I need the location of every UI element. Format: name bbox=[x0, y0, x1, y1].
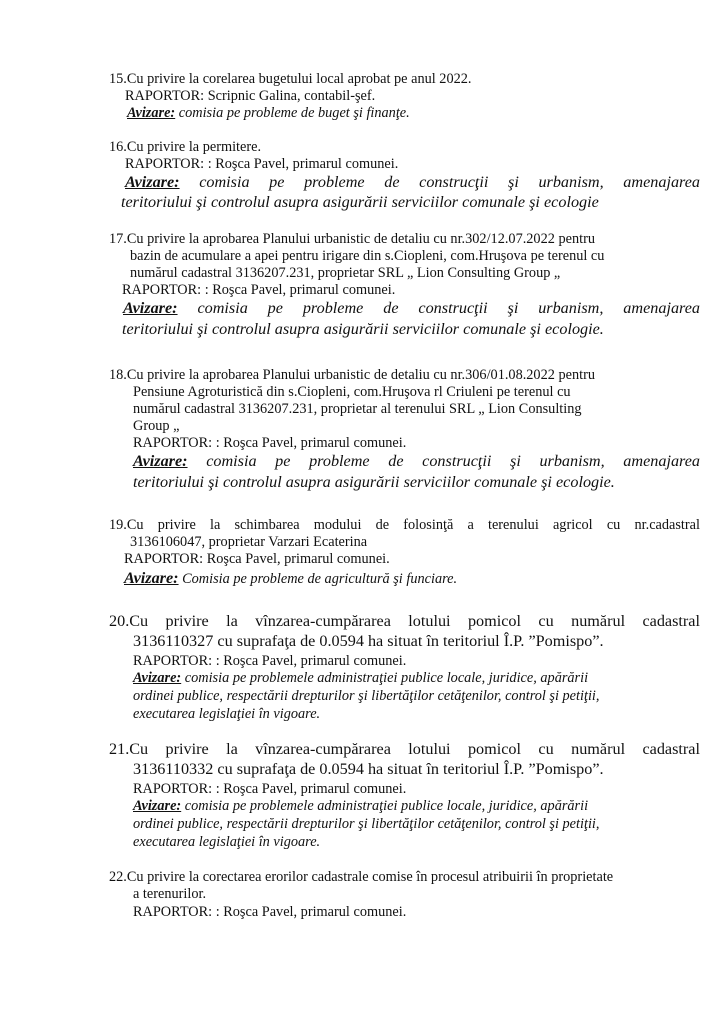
avizare-text: teritoriului şi controlul asupra asigurării serviciilor comunale şi ecologie. bbox=[133, 473, 615, 491]
avizare-label: Avizare: bbox=[133, 670, 182, 686]
avizare-label: Avizare: bbox=[133, 452, 188, 470]
raportor: RAPORTOR: : Roşca Pavel, primarul comunei. bbox=[133, 653, 407, 669]
raportor: RAPORTOR: : Roşca Pavel, primarul comunei. bbox=[133, 904, 407, 920]
raportor: RAPORTOR: : Roşca Pavel, primarul comunei. bbox=[125, 156, 399, 172]
item-title: Pensiune Agroturistică din s.Ciopleni, com.Hruşova rl Criuleni pe terenul cu bbox=[133, 384, 571, 400]
item-number: 21. bbox=[109, 740, 130, 758]
avizare-label: Avizare: bbox=[125, 173, 180, 191]
item-title: 3136110327 cu suprafaţa de 0.0594 ha situat în teritoriul Î.P. ”Pomispo”. bbox=[133, 632, 604, 650]
avizare-text: teritoriului şi controlul asupra asigurării serviciilor comunale şi ecologie bbox=[121, 193, 599, 211]
avizare-text: comisia pe probleme de buget şi finanţe. bbox=[178, 105, 410, 121]
avizare-text: executarea legislaţiei în vigoare. bbox=[133, 834, 321, 850]
avizare-text: comisia pe problemele administraţiei publice locale, juridice, apărării bbox=[184, 798, 589, 814]
avizare-text: Comisia pe probleme de agricultură şi funciare. bbox=[182, 571, 458, 587]
item-number: 17. bbox=[109, 231, 127, 247]
raportor: RAPORTOR: : Roşca Pavel, primarul comunei. bbox=[133, 781, 407, 797]
raportor: RAPORTOR: : Roşca Pavel, primarul comunei. bbox=[133, 435, 407, 451]
item-number: 15. bbox=[109, 71, 127, 87]
item-number: 20. bbox=[109, 612, 130, 630]
item-title: Cu privire la schimbarea modului de folosinţă a terenului agricol cu nr.cadastral bbox=[126, 517, 700, 533]
avizare-text: comisia pe probleme de construcţii şi urbanism, amenajarea bbox=[199, 173, 701, 191]
item-title: Cu privire la aprobarea Planului urbanistic de detaliu cu nr.302/12.07.2022 pentru bbox=[126, 231, 595, 247]
item-title: Cu privire la aprobarea Planului urbanistic de detaliu cu nr.306/01.08.2022 pentru bbox=[126, 367, 595, 383]
item-title: 3136106047, proprietar Varzari Ecaterina bbox=[130, 534, 368, 550]
avizare-label: Avizare: bbox=[124, 569, 179, 587]
item-title: a terenurilor. bbox=[133, 886, 207, 902]
avizare-text: comisia pe problemele administraţiei publice locale, juridice, apărării bbox=[184, 670, 589, 686]
raportor: RAPORTOR: Scripnic Galina, contabil-şef. bbox=[125, 88, 376, 104]
avizare-text: executarea legislaţiei în vigoare. bbox=[133, 706, 321, 722]
raportor: RAPORTOR: Roşca Pavel, primarul comunei. bbox=[124, 551, 390, 567]
avizare-text: comisia pe probleme de construcţii şi urbanism, amenajarea bbox=[197, 299, 701, 317]
item-title: Cu privire la vînzarea-cumpărarea lotului pomicol cu numărul cadastral bbox=[129, 740, 700, 758]
item-number: 18. bbox=[109, 367, 127, 383]
item-number: 16. bbox=[109, 139, 127, 155]
item-number: 19. bbox=[109, 517, 127, 533]
avizare-text: ordinei publice, respectării drepturilor şi libertăţilor cetăţenilor, control şi petiţii, bbox=[133, 688, 600, 704]
item-title: 3136110332 cu suprafaţa de 0.0594 ha situat în teritoriul Î.P. ”Pomispo”. bbox=[133, 760, 604, 778]
avizare-label: Avizare: bbox=[123, 299, 178, 317]
avizare-text: comisia pe probleme de construcţii şi urbanism, amenajarea bbox=[206, 452, 701, 470]
item-number: 22. bbox=[109, 869, 127, 885]
item-title: Cu privire la corectarea erorilor cadastrale comise în procesul atribuirii în proprietate bbox=[126, 869, 614, 885]
item-title: Group „ bbox=[133, 418, 180, 434]
avizare-label: Avizare: bbox=[133, 798, 182, 814]
item-title: numărul cadastral 3136207.231, proprietar al terenului SRL „ Lion Consulting bbox=[133, 401, 582, 417]
avizare-text: teritoriului şi controlul asupra asigurării serviciilor comunale şi ecologie. bbox=[122, 320, 604, 338]
avizare-label: Avizare: bbox=[127, 105, 176, 121]
item-title: Cu privire la permitere. bbox=[126, 139, 262, 155]
item-title: numărul cadastral 3136207.231, proprietar SRL „ Lion Consulting Group „ bbox=[130, 265, 561, 281]
item-title: Cu privire la vînzarea-cumpărarea lotului pomicol cu numărul cadastral bbox=[129, 612, 700, 630]
item-title: bazin de acumulare a apei pentru irigare din s.Ciopleni, com.Hruşova pe terenul cu bbox=[130, 248, 605, 264]
avizare-text: ordinei publice, respectării drepturilor şi libertăţilor cetăţenilor, control şi petiţii, bbox=[133, 816, 600, 832]
raportor: RAPORTOR: : Roşca Pavel, primarul comunei. bbox=[122, 282, 396, 298]
item-title: Cu privire la corelarea bugetului local aprobat pe anul 2022. bbox=[126, 71, 472, 87]
